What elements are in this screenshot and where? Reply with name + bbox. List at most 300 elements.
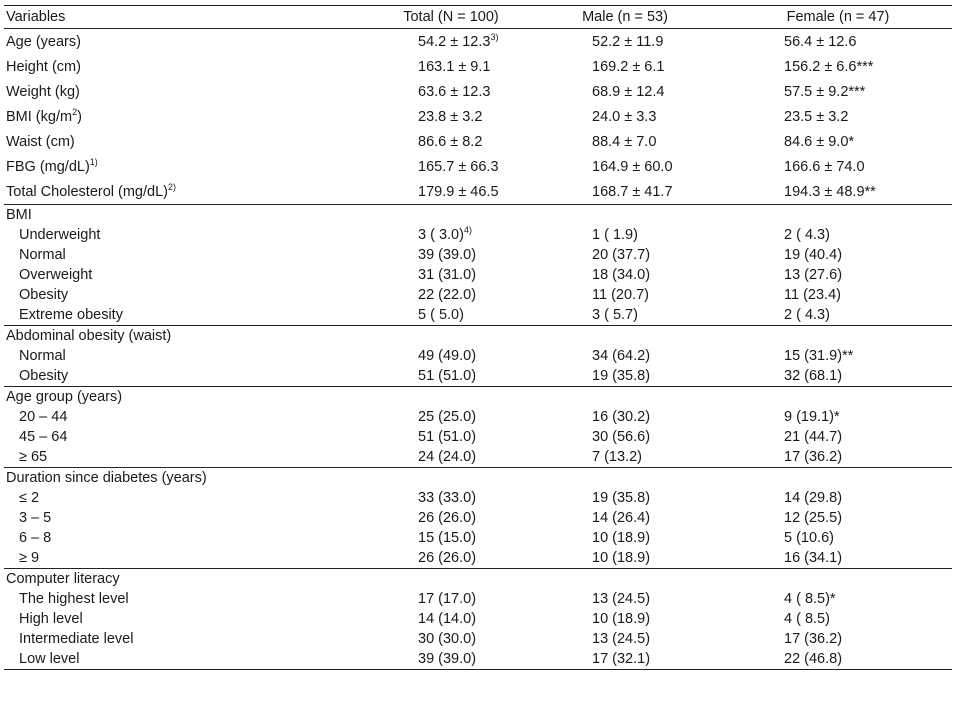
row-label-text: Age (years) [6, 33, 81, 50]
category-label: Normal [19, 348, 66, 364]
male-cell-text: 30 (56.6) [592, 429, 651, 445]
female-cell [724, 508, 952, 528]
continuous-row [4, 179, 952, 205]
male-cell-text: 20 (37.7) [592, 247, 651, 263]
total-cell-value [418, 109, 526, 125]
row-label-text: Weight (kg) [6, 83, 80, 100]
group-header-row [4, 387, 952, 408]
total-cell [376, 305, 526, 326]
total-cell-text: 179.9 ± 46.5 [418, 183, 499, 200]
total-cell-footnote: 3) [490, 31, 499, 42]
total-cell [376, 589, 526, 609]
female-cell-value [784, 134, 950, 150]
total-cell-text: 30 (30.0) [418, 631, 477, 647]
group-title: Abdominal obesity (waist) [4, 326, 952, 347]
continuous-row [4, 104, 952, 129]
male-cell-value [592, 651, 720, 667]
female-cell-value [784, 227, 950, 243]
female-cell-value [784, 287, 950, 303]
group-title: BMI [4, 205, 952, 226]
male-cell [526, 305, 724, 326]
male-cell-text: 34 (64.2) [592, 348, 651, 364]
female-cell-value [784, 84, 950, 100]
category-label: Normal [19, 247, 66, 263]
total-cell-value [418, 368, 526, 384]
total-cell [376, 407, 526, 427]
female-cell [724, 225, 952, 245]
total-cell [376, 285, 526, 305]
male-cell-text: 19 (35.8) [592, 490, 651, 506]
female-cell-value [784, 510, 950, 526]
male-cell-text: 13 (24.5) [592, 631, 651, 647]
female-cell-value [784, 159, 950, 175]
total-cell-footnote: 4) [463, 225, 472, 236]
male-cell [526, 528, 724, 548]
characteristics-table [4, 5, 952, 670]
female-cell [724, 54, 952, 79]
male-cell [526, 609, 724, 629]
male-cell-value [592, 184, 720, 200]
total-cell-text: 31 (31.0) [418, 267, 477, 283]
category-label: Overweight [19, 267, 93, 283]
male-cell-text: 10 (18.9) [592, 530, 651, 546]
category-row [4, 225, 952, 245]
category-label: Low level [4, 649, 376, 670]
total-cell [376, 649, 526, 670]
category-label: Obesity [19, 287, 69, 303]
row-label-text: Height (cm) [6, 58, 81, 75]
male-cell-value [592, 348, 720, 364]
row-label [4, 54, 376, 79]
total-cell-value [418, 59, 526, 75]
group-header-row [4, 326, 952, 347]
category-row [4, 488, 952, 508]
female-cell [724, 407, 952, 427]
total-cell-value [418, 159, 526, 175]
male-cell [526, 29, 724, 55]
male-cell-value [592, 227, 720, 243]
row-label [4, 29, 376, 55]
group-header-row [4, 205, 952, 226]
male-cell-text: 10 (18.9) [592, 611, 651, 627]
category-label: 6 – 8 [19, 530, 52, 546]
male-cell-text: 164.9 ± 60.0 [592, 158, 673, 175]
category-row [4, 407, 952, 427]
male-cell-text: 7 (13.2) [592, 449, 642, 465]
total-cell [376, 225, 526, 245]
row-label [4, 129, 376, 154]
total-cell-text: 25 (25.0) [418, 409, 477, 425]
female-cell-value [784, 611, 950, 627]
total-cell [376, 528, 526, 548]
category-row [4, 305, 952, 326]
total-cell-text: 26 (26.0) [418, 510, 477, 526]
category-row [4, 245, 952, 265]
category-label: Underweight [19, 227, 101, 243]
male-cell [526, 649, 724, 670]
female-cell-text: 21 (44.7) [784, 429, 843, 445]
total-cell [376, 179, 526, 205]
female-cell-text: 22 (46.8) [784, 651, 843, 667]
total-cell-value [418, 247, 526, 263]
category-label: ≥ 9 [19, 550, 40, 566]
category-label: 20 – 44 [19, 409, 68, 425]
category-row [4, 649, 952, 670]
male-cell-value [592, 287, 720, 303]
total-cell-value [418, 267, 526, 283]
female-cell-text: 15 (31.9)** [784, 348, 854, 364]
male-cell [526, 407, 724, 427]
male-cell [526, 285, 724, 305]
male-cell-text: 11 (20.7) [592, 287, 649, 303]
category-row [4, 265, 952, 285]
total-cell-value [418, 184, 526, 200]
total-cell-value [418, 550, 526, 566]
row-label [4, 79, 376, 104]
male-cell-value [592, 247, 720, 263]
row-label-sup: 1) [89, 156, 98, 167]
row-label-suffix: ) [77, 108, 82, 125]
total-cell-text: 86.6 ± 8.2 [418, 133, 483, 150]
male-cell [526, 629, 724, 649]
male-cell-text: 14 (26.4) [592, 510, 651, 526]
continuous-row [4, 29, 952, 55]
total-cell-text: 24 (24.0) [418, 449, 477, 465]
total-cell [376, 29, 526, 55]
male-cell-value [592, 267, 720, 283]
category-label: Obesity [19, 368, 69, 384]
category-label: The highest level [19, 591, 129, 607]
male-cell-text: 19 (35.8) [592, 368, 651, 384]
female-cell [724, 528, 952, 548]
female-cell-text: 17 (36.2) [784, 449, 843, 465]
female-cell [724, 245, 952, 265]
group-header-row [4, 569, 952, 590]
total-cell-text: 63.6 ± 12.3 [418, 83, 491, 100]
total-cell-value [418, 530, 526, 546]
category-row [4, 285, 952, 305]
female-cell [724, 346, 952, 366]
total-cell [376, 427, 526, 447]
female-cell-value [784, 34, 950, 50]
female-cell-text: 14 (29.8) [784, 490, 843, 506]
category-label: High level [19, 611, 83, 627]
row-label-text: BMI (kg/m [6, 108, 73, 125]
female-cell [724, 447, 952, 468]
female-cell-value [784, 530, 950, 546]
continuous-row [4, 154, 952, 179]
female-cell-text: 194.3 ± 48.9** [784, 183, 876, 200]
male-cell-text: 88.4 ± 7.0 [592, 133, 657, 150]
female-cell-text: 166.6 ± 74.0 [784, 158, 865, 175]
female-cell-text: 23.5 ± 3.2 [784, 108, 849, 125]
total-cell [376, 154, 526, 179]
female-cell-text: 5 (10.6) [784, 530, 834, 546]
row-label [4, 154, 376, 179]
male-cell [526, 129, 724, 154]
category-row [4, 447, 952, 468]
male-cell-value [592, 490, 720, 506]
male-cell-value [592, 109, 720, 125]
female-cell-value [784, 307, 950, 323]
total-cell-value [418, 510, 526, 526]
female-cell-value [784, 449, 950, 465]
female-cell [724, 305, 952, 326]
total-cell-text: 39 (39.0) [418, 247, 477, 263]
total-cell-value [418, 307, 526, 323]
header-male: Male (n = 53) [526, 6, 724, 29]
row-label [4, 104, 376, 129]
female-cell-text: 56.4 ± 12.6 [784, 33, 857, 50]
male-cell-value [592, 368, 720, 384]
male-cell-text: 16 (30.2) [592, 409, 651, 425]
male-cell [526, 104, 724, 129]
male-cell-value [592, 134, 720, 150]
continuous-row [4, 79, 952, 104]
female-cell-text: 11 (23.4) [784, 287, 841, 303]
male-cell [526, 54, 724, 79]
category-row [4, 548, 952, 569]
male-cell [526, 447, 724, 468]
male-cell [526, 245, 724, 265]
female-cell-value [784, 267, 950, 283]
row-label-text: Waist (cm) [6, 133, 75, 150]
female-cell [724, 79, 952, 104]
total-cell [376, 265, 526, 285]
total-cell-value [418, 449, 526, 465]
total-cell-text: 165.7 ± 66.3 [418, 158, 499, 175]
female-cell [724, 629, 952, 649]
female-cell-value [784, 631, 950, 647]
male-cell-value [592, 611, 720, 627]
male-cell-value [592, 530, 720, 546]
total-cell-text: 22 (22.0) [418, 287, 477, 303]
male-cell [526, 508, 724, 528]
female-cell-text: 4 ( 8.5)* [784, 591, 836, 607]
continuous-row [4, 129, 952, 154]
male-cell-value [592, 591, 720, 607]
total-cell-text: 33 (33.0) [418, 490, 477, 506]
male-cell-text: 52.2 ± 11.9 [592, 33, 664, 50]
total-cell [376, 447, 526, 468]
male-cell [526, 154, 724, 179]
female-cell-text: 2 ( 4.3) [784, 307, 830, 323]
female-cell-value [784, 368, 950, 384]
total-cell-text: 54.2 ± 12.3 [418, 33, 491, 50]
category-row [4, 528, 952, 548]
female-cell-value [784, 59, 950, 75]
female-cell-text: 17 (36.2) [784, 631, 843, 647]
row-label-text: Total Cholesterol (mg/dL) [6, 183, 168, 200]
total-cell-value [418, 287, 526, 303]
total-cell-text: 51 (51.0) [418, 429, 477, 445]
male-cell-text: 68.9 ± 12.4 [592, 83, 665, 100]
total-cell [376, 54, 526, 79]
total-cell [376, 609, 526, 629]
category-row [4, 609, 952, 629]
header-total: Total (N = 100) [376, 6, 526, 29]
total-cell-value [418, 31, 526, 50]
male-cell-value [592, 307, 720, 323]
total-cell-value [418, 611, 526, 627]
header-row [4, 6, 952, 29]
male-cell [526, 548, 724, 569]
male-cell-value [592, 159, 720, 175]
female-cell-text: 4 ( 8.5) [784, 611, 830, 627]
total-cell [376, 104, 526, 129]
female-cell-value [784, 490, 950, 506]
category-row [4, 589, 952, 609]
female-cell-value [784, 429, 950, 445]
female-cell-text: 12 (25.5) [784, 510, 843, 526]
total-cell [376, 508, 526, 528]
male-cell [526, 427, 724, 447]
female-cell [724, 548, 952, 569]
total-cell-value [418, 631, 526, 647]
total-cell-value [418, 84, 526, 100]
total-cell-text: 3 ( 3.0) [418, 227, 464, 243]
female-cell-value [784, 591, 950, 607]
category-label: 45 – 64 [19, 429, 68, 445]
total-cell-text: 5 ( 5.0) [418, 307, 464, 323]
male-cell-text: 13 (24.5) [592, 591, 651, 607]
female-cell [724, 366, 952, 387]
continuous-row [4, 54, 952, 79]
male-cell-value [592, 409, 720, 425]
female-cell-text: 19 (40.4) [784, 247, 843, 263]
female-cell-text: 84.6 ± 9.0* [784, 133, 855, 150]
female-cell [724, 488, 952, 508]
male-cell-value [592, 59, 720, 75]
male-cell [526, 346, 724, 366]
total-cell-text: 14 (14.0) [418, 611, 477, 627]
row-label-text: FBG (mg/dL) [6, 158, 90, 175]
male-cell-text: 17 (32.1) [592, 651, 651, 667]
female-cell [724, 649, 952, 670]
total-cell [376, 79, 526, 104]
category-label: ≤ 2 [19, 490, 40, 506]
category-row [4, 366, 952, 387]
category-label: 3 – 5 [19, 510, 52, 526]
total-cell-text: 15 (15.0) [418, 530, 477, 546]
female-cell [724, 265, 952, 285]
total-cell-text: 39 (39.0) [418, 651, 477, 667]
total-cell-text: 49 (49.0) [418, 348, 477, 364]
female-cell-text: 156.2 ± 6.6*** [784, 58, 874, 75]
male-cell-text: 168.7 ± 41.7 [592, 183, 673, 200]
group-header-row [4, 468, 952, 489]
female-cell-value [784, 409, 950, 425]
female-cell-text: 32 (68.1) [784, 368, 843, 384]
female-cell-value [784, 550, 950, 566]
female-cell-text: 13 (27.6) [784, 267, 843, 283]
total-cell [376, 129, 526, 154]
female-cell [724, 285, 952, 305]
male-cell-value [592, 429, 720, 445]
male-cell [526, 79, 724, 104]
total-cell-value [418, 429, 526, 445]
male-cell-value [592, 449, 720, 465]
row-label-sup: 2) [168, 181, 177, 192]
female-cell [724, 609, 952, 629]
category-row [4, 629, 952, 649]
female-cell-value [784, 348, 950, 364]
male-cell [526, 225, 724, 245]
male-cell-value [592, 550, 720, 566]
female-cell [724, 427, 952, 447]
total-cell-value [418, 227, 526, 243]
total-cell-value [418, 409, 526, 425]
female-cell-text: 16 (34.1) [784, 550, 843, 566]
female-cell [724, 129, 952, 154]
total-cell [376, 629, 526, 649]
total-cell [376, 245, 526, 265]
category-row [4, 346, 952, 366]
total-cell-value [418, 651, 526, 667]
category-label: ≥ 65 [19, 449, 48, 465]
female-cell-text: 2 ( 4.3) [784, 227, 830, 243]
male-cell-value [592, 34, 720, 50]
female-cell-value [784, 184, 950, 200]
total-cell-value [418, 348, 526, 364]
header-female: Female (n = 47) [724, 6, 952, 29]
group-title: Duration since diabetes (years) [4, 468, 952, 489]
male-cell [526, 589, 724, 609]
header-variables: Variables [4, 6, 376, 29]
category-row [4, 427, 952, 447]
male-cell-text: 169.2 ± 6.1 [592, 58, 665, 75]
female-cell [724, 154, 952, 179]
female-cell [724, 104, 952, 129]
female-cell-text: 9 (19.1)* [784, 409, 840, 425]
female-cell [724, 29, 952, 55]
male-cell-text: 10 (18.9) [592, 550, 651, 566]
total-cell-text: 17 (17.0) [418, 591, 477, 607]
total-cell-text: 51 (51.0) [418, 368, 477, 384]
female-cell-text: 57.5 ± 9.2*** [784, 83, 866, 100]
male-cell-value [592, 631, 720, 647]
male-cell-text: 18 (34.0) [592, 267, 651, 283]
male-cell [526, 366, 724, 387]
female-cell [724, 179, 952, 205]
category-label: Extreme obesity [19, 307, 123, 323]
group-title: Computer literacy [4, 569, 952, 590]
female-cell-value [784, 109, 950, 125]
female-cell-value [784, 247, 950, 263]
total-cell-value [418, 490, 526, 506]
male-cell [526, 265, 724, 285]
total-cell-value [418, 134, 526, 150]
total-cell-text: 26 (26.0) [418, 550, 477, 566]
total-cell [376, 346, 526, 366]
female-cell [724, 589, 952, 609]
female-cell-value [784, 651, 950, 667]
group-title: Age group (years) [4, 387, 952, 408]
male-cell [526, 488, 724, 508]
total-cell-value [418, 591, 526, 607]
total-cell [376, 548, 526, 569]
row-label-sup: 2 [72, 106, 78, 117]
male-cell-value [592, 510, 720, 526]
male-cell-value [592, 84, 720, 100]
total-cell-text: 23.8 ± 3.2 [418, 108, 483, 125]
male-cell-text: 1 ( 1.9) [592, 227, 638, 243]
total-cell [376, 488, 526, 508]
category-label: Intermediate level [19, 631, 134, 647]
total-cell [376, 366, 526, 387]
category-row [4, 508, 952, 528]
total-cell-text: 163.1 ± 9.1 [418, 58, 491, 75]
